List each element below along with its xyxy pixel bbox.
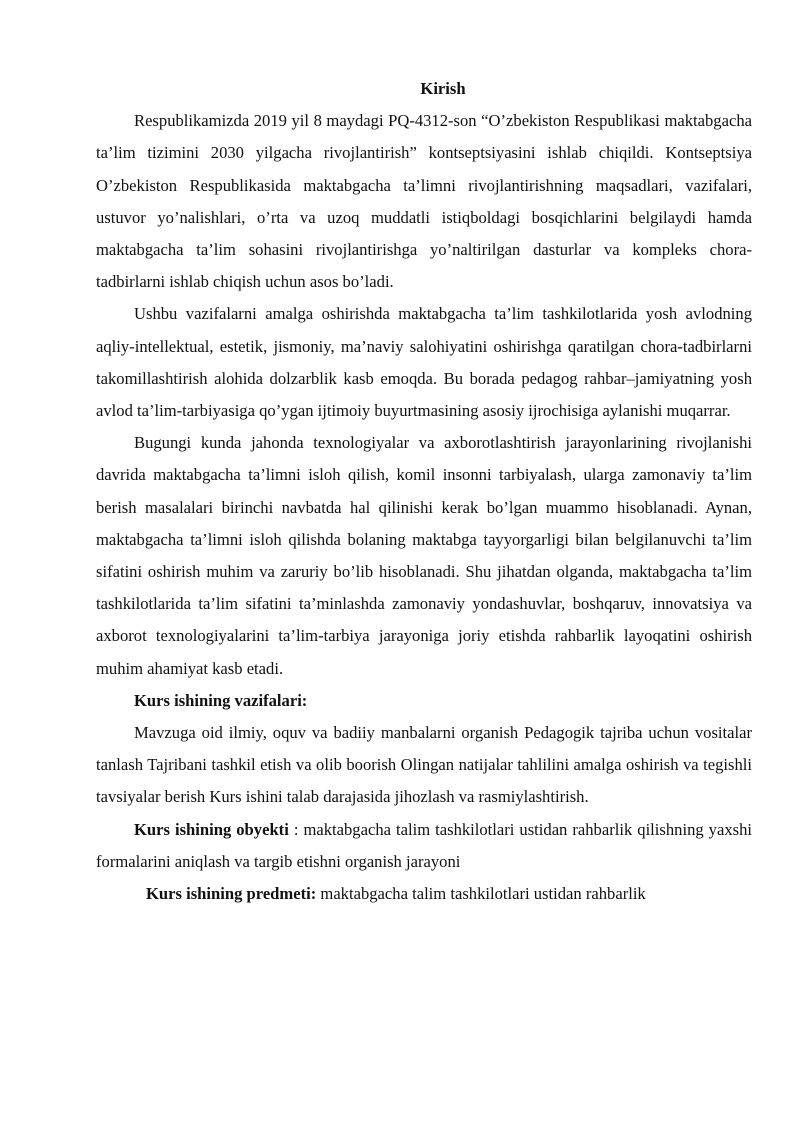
tasks-paragraph: Mavzuga oid ilmiy, oquv va badiiy manbalarni organish Pedagogik tajriba uchun vositalar tanlash Tajribani tashkil etish va olib boorish Olingan natijalar tahlilini amalga oshirish va tegishli tavsiyalar berish Kurs ishini talab darajasida jihozlash va rasmiylashtirish.	[96, 723, 752, 807]
object-paragraph	[96, 814, 752, 878]
subject-text: maktabgacha talim tashkilotlari ustidan rahbarlik	[316, 884, 646, 904]
document-title: Kirish	[420, 79, 466, 98]
intro-paragraph-1: Respublikamizda 2019 yil 8 maydagi PQ-4312-son “O’zbekiston Respublikasi maktabgacha ta’lim tizimini 2030 yilgacha rivojlantirish” kontseptsiyasini ishlab chiqildi. Kontseptsiya O’zbekiston Respublikasida maktabgacha ta’limni rivojlantirishning maqsadlari, vazifalari, ustuvor yo’nalishlari, o’rta va uzoq muddatli istiqboldagi bosqichlarini belgilaydi hamda maktabgacha ta’lim sohasini rivojlantirishga yo’naltirilgan dasturlar va kompleks chora-tadbirlarni ishlab chiqish uchun asos bo’ladi.	[96, 111, 752, 292]
object-text: : maktabgacha talim tashkilotlari ustidan rahbarlik qilishning yaxshi formalarini aniqlash va targib etishni organish jarayoni	[96, 819, 752, 871]
tasks-heading: Kurs ishining vazifalari:	[134, 690, 308, 710]
object-label: Kurs ishining obyekti	[134, 819, 289, 839]
document-page	[96, 73, 752, 910]
intro-paragraph-3: Bugungi kunda jahonda texnologiyalar va axborotlashtirish jarayonlarining rivojlanishi davrida maktabgacha ta’limni isloh qilish, komil insonni tarbiyalash, ularga zamonaviy ta’lim berish masalalari birinchi navbatda hal qilinishi kerak bo’lgan muammo hisoblanadi. Aynan, maktabgacha ta’limni isloh qilishda bolaning maktabga tayyorgarligi bilan belgilanuvchi ta’lim sifatini oshirish muhim va zaruriy bo’lib hisoblanadi. Shu jihatdan olganda, maktabgacha ta’lim tashkilotlarida ta’lim sifatini ta’minlashda zamonaviy yondashuvlar, boshqaruv, innovatsiya va axborot texnologiyalarini ta’lim-tarbiya jarayoniga joriy etishda rahbarlik layoqatini oshirish muhim ahamiyat kasb etadi.	[96, 433, 752, 678]
subject-paragraph	[96, 878, 752, 910]
intro-paragraph-2: Ushbu vazifalarni amalga oshirishda maktabgacha ta’lim tashkilotlarida yosh avlodning aqliy-intellektual, estetik, jismoniy, ma’naviy salohiyatini oshirishga qaratilgan chora-tadbirlarni takomillashtirish alohida dolzarblik kasb emoqda. Bu borada pedagog rahbar–jamiyatning yosh avlod ta’lim-tarbiyasiga qo’ygan ijtimoiy buyurtmasining asosiy ijrochisiga aylanishi muqarrar.	[96, 304, 752, 421]
subject-label: Kurs ishining predmeti:	[146, 884, 317, 904]
